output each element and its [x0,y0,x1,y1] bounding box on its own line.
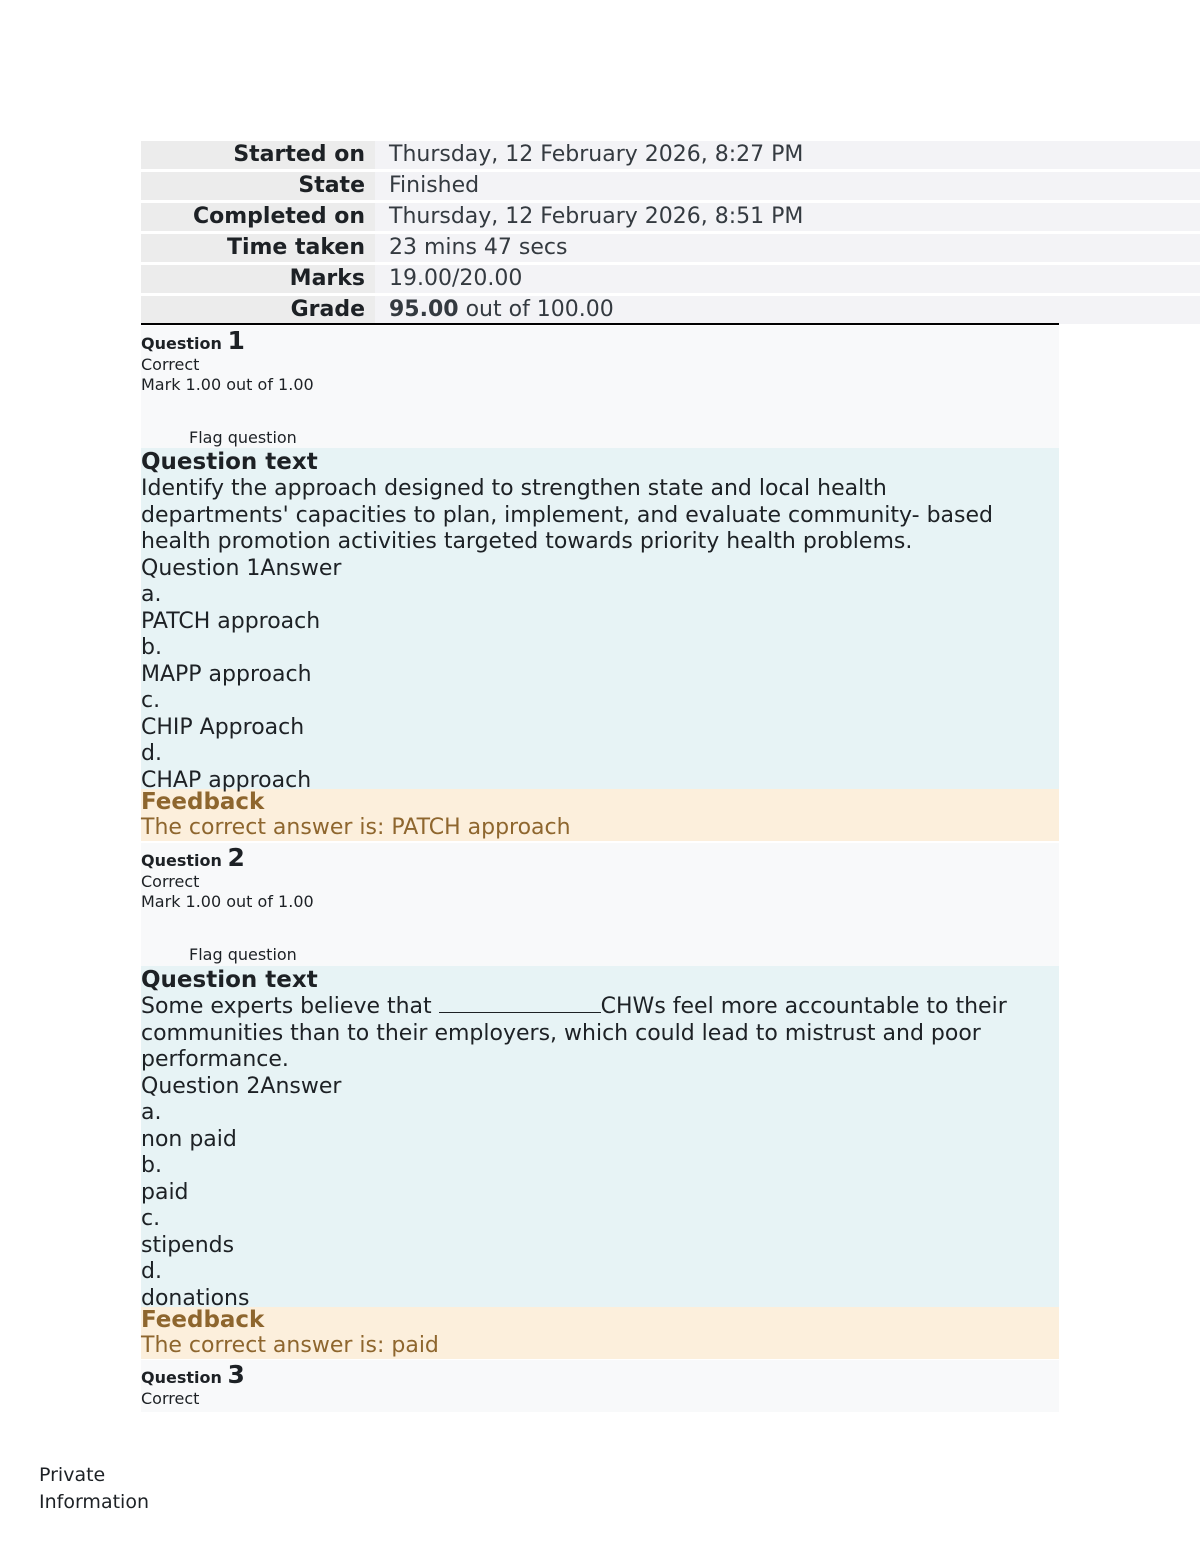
summary-value: Finished [375,172,1200,203]
feedback-text: The correct answer is: paid [141,1333,439,1358]
question-info [141,1360,1059,1412]
answer-option-c[interactable]: c. CHIP Approach [141,688,305,740]
question-state: Correct [141,1389,200,1408]
question-content [141,966,1059,1311]
answer-option-c[interactable]: c. stipends [141,1206,235,1258]
summary-value [375,296,1200,324]
summary-value: 23 mins 47 secs [375,234,1200,265]
feedback-text: The correct answer is: PATCH approach [141,815,571,840]
answer-option-b[interactable]: b. paid [141,1153,189,1205]
summary-value: 19.00/20.00 [375,265,1200,296]
answer-label: Question 2Answer [141,1073,342,1099]
grade-value: 95.00 [389,297,459,322]
question-grade: Mark 1.00 out of 1.00 [141,375,314,394]
question-number: Question 2 [141,843,245,872]
feedback-box [141,1307,1059,1359]
summary-label: Started on [141,141,375,172]
question-text: Identify the approach designed to strengthen state and local health departments' capacities to plan, implement, and evaluate community- based health promotion activities targeted towards priority health problems. [141,476,993,554]
answer-option-a[interactable]: a. PATCH approach [141,582,321,634]
question-1 [141,326,1059,841]
summary-label: Completed on [141,203,375,234]
answer-blank [439,994,601,1013]
question-number: Question 1 [141,326,245,355]
question-text: Some experts believe that CHWs feel more accountable to their communities than to their employers, which could lead to mistrust and poor performance. [141,994,1007,1072]
summary-divider [141,323,1059,325]
question-info [141,843,1059,966]
summary-row-state [141,172,1200,203]
summary-label: Grade [141,296,375,324]
grade-total: out of 100.00 [458,297,614,322]
answer-option-d[interactable]: d. CHAP approach [141,741,312,793]
answer-option-d[interactable]: d. donations [141,1259,250,1311]
question-grade: Mark 1.00 out of 1.00 [141,892,314,911]
summary-row-completed [141,203,1200,234]
question-2 [141,843,1059,1359]
feedback-box [141,789,1059,841]
feedback-heading: Feedback [141,1307,265,1333]
answer-option-a[interactable]: a. non paid [141,1100,237,1152]
flag-question-link[interactable]: Flag question [189,945,297,964]
question-text-heading: Question text [141,967,318,993]
question-content [141,448,1059,793]
summary-row-marks [141,265,1200,296]
question-state: Correct [141,872,200,891]
attempt-summary-table [141,141,1200,324]
summary-value: Thursday, 12 February 2026, 8:51 PM [375,203,1200,234]
flag-question-link[interactable]: Flag question [189,428,297,447]
answer-option-b[interactable]: b. MAPP approach [141,635,312,687]
question-state: Correct [141,355,200,374]
summary-label: Time taken [141,234,375,265]
summary-row-grade [141,296,1200,324]
question-3 [141,1360,1059,1412]
summary-value: Thursday, 12 February 2026, 8:27 PM [375,141,1200,172]
summary-row-started [141,141,1200,172]
private-information-label: Private Information [39,1464,149,1513]
feedback-heading: Feedback [141,789,265,815]
question-number: Question 3 [141,1360,245,1389]
summary-label: State [141,172,375,203]
question-info [141,326,1059,448]
answer-label: Question 1Answer [141,555,342,581]
question-text-heading: Question text [141,449,318,475]
summary-row-time-taken [141,234,1200,265]
summary-label: Marks [141,265,375,296]
